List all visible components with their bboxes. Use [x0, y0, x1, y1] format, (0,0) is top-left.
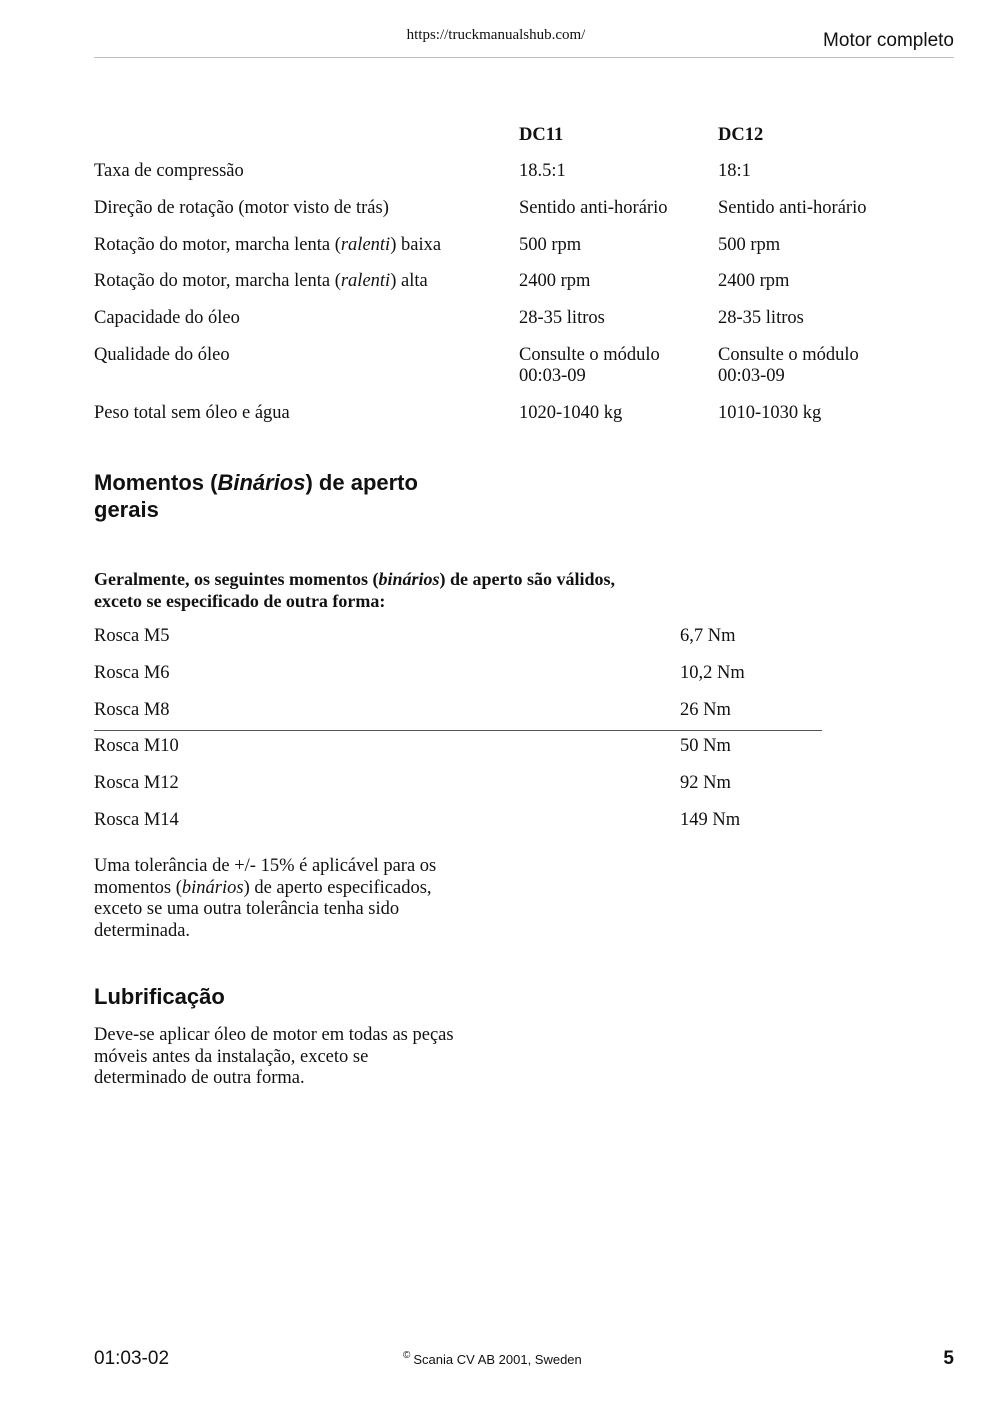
spec-value-dc12: 18:1: [718, 161, 751, 181]
spec-value-dc11: 18.5:1: [519, 161, 566, 181]
thread-size: Rosca M10: [94, 736, 179, 756]
table-divider: [94, 730, 822, 731]
spec-value-dc12: 500 rpm: [718, 235, 781, 255]
thread-size: Rosca M6: [94, 663, 170, 683]
spec-value-dc12: 28-35 litros: [718, 308, 804, 328]
section-title: Motor completo: [823, 30, 954, 51]
column-header-dc11: DC11: [519, 125, 564, 145]
column-header-dc12: DC12: [718, 125, 764, 145]
spec-value-dc11: Sentido anti-horário: [519, 198, 668, 218]
document-code: 01:03-02: [94, 1348, 170, 1369]
header-divider: [94, 57, 954, 58]
lubrication-text: Deve-se aplicar óleo de motor em todas as peças móveis antes da instalação, exceto se determinado de outra forma.: [94, 1025, 454, 1088]
spec-value-dc11: 28-35 litros: [519, 308, 605, 328]
spec-value-dc11: 500 rpm: [519, 235, 582, 255]
spec-label-idle-low: Rotação do motor, marcha lenta (ralenti) baixa: [94, 235, 442, 255]
torque-value: 26 Nm: [680, 700, 731, 720]
thread-size: Rosca M12: [94, 773, 179, 793]
lubrication-heading: Lubrificação: [94, 984, 225, 1009]
torque-value: 6,7 Nm: [680, 626, 736, 646]
torque-value: 149 Nm: [680, 810, 741, 830]
page-number: 5: [943, 1348, 954, 1369]
header-url: https://truckmanualshub.com/: [406, 27, 586, 43]
spec-value-dc12: 2400 rpm: [718, 271, 790, 291]
spec-value-dc12: 1010-1030 kg: [718, 403, 822, 423]
tolerance-note: Uma tolerância de +/- 15% é aplicável para os momentos (binários) de aperto especificados, exceto se uma outra tolerância tenha sido determinada.: [94, 856, 437, 941]
spec-label-idle-high: Rotação do motor, marcha lenta (ralenti) alta: [94, 271, 428, 291]
torque-intro: Geralmente, os seguintes momentos (binários) de aperto são válidos, exceto se especificado de outra forma:: [94, 569, 615, 611]
spec-value-dc11: 1020-1040 kg: [519, 403, 623, 423]
thread-size: Rosca M14: [94, 810, 179, 830]
spec-label-oil-capacity: Capacidade do óleo: [94, 308, 240, 328]
spec-value-dc11: Consulte o módulo 00:03-09: [519, 345, 660, 386]
torque-heading: Momentos (Binários) de aperto gerais: [94, 470, 418, 522]
spec-label-compression: Taxa de compressão: [94, 161, 244, 181]
spec-value-dc11: 2400 rpm: [519, 271, 591, 291]
spec-label-rotation-direction: Direção de rotação (motor visto de trás): [94, 198, 389, 218]
thread-size: Rosca M5: [94, 626, 170, 646]
torque-value: 10,2 Nm: [680, 663, 745, 683]
spec-label-oil-quality: Qualidade do óleo: [94, 345, 230, 365]
torque-value: 50 Nm: [680, 736, 731, 756]
thread-size: Rosca M8: [94, 700, 170, 720]
copyright-symbol: ©: [403, 1350, 411, 1361]
torque-value: 92 Nm: [680, 773, 731, 793]
spec-value-dc12: Sentido anti-horário: [718, 198, 867, 218]
spec-value-dc12: Consulte o módulo 00:03-09: [718, 345, 859, 386]
spec-label-weight: Peso total sem óleo e água: [94, 403, 290, 423]
copyright: © Scania CV AB 2001, Sweden: [403, 1350, 582, 1367]
